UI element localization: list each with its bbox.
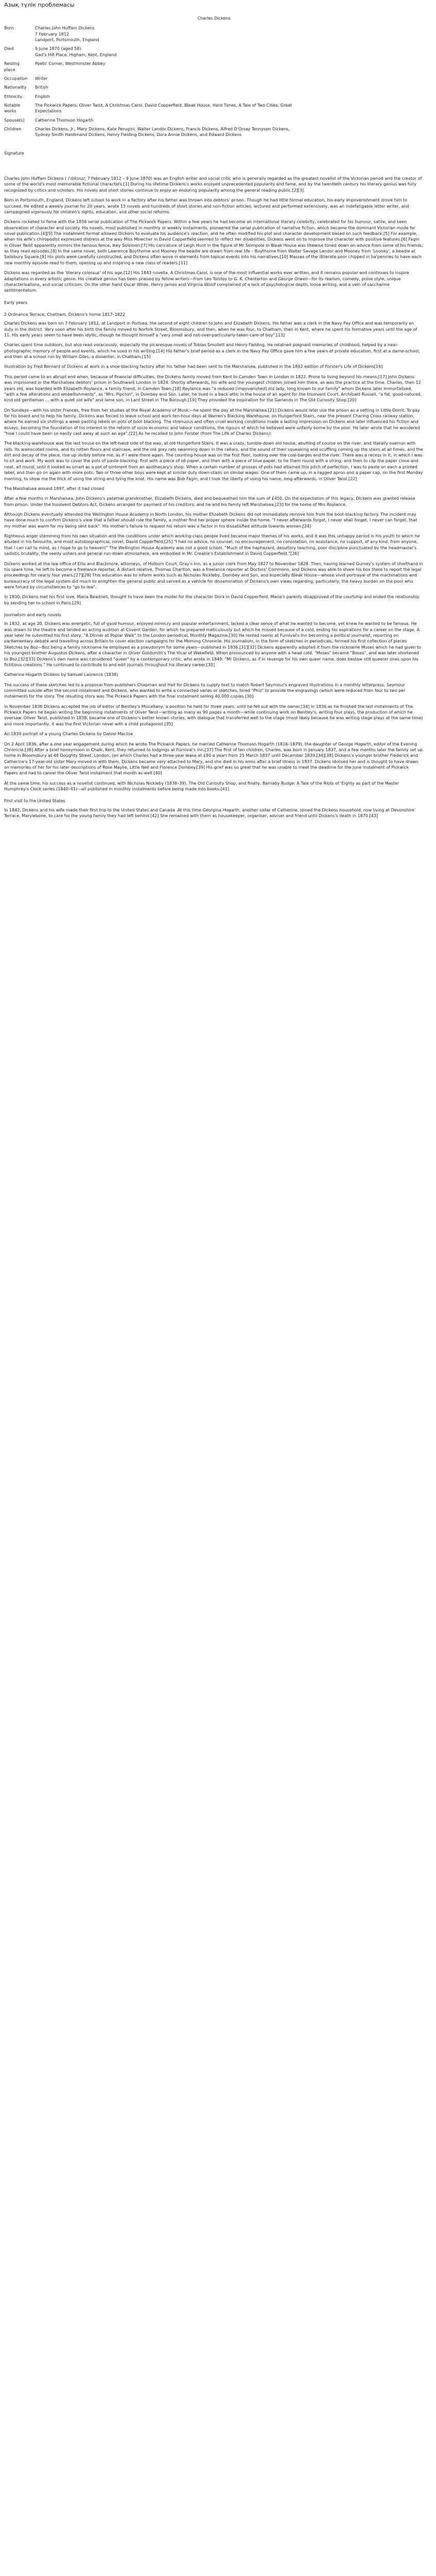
infobox-value-line: Charles John Huffam Dickens (35, 26, 95, 31)
infobox-title: Charles Dickens (197, 16, 231, 21)
infobox-row (4, 103, 292, 117)
page (0, 0, 428, 819)
infobox-label: Resting place (4, 61, 20, 72)
infobox (4, 15, 424, 156)
infobox-value-line: 9 June 1870 (aged 58) (35, 46, 81, 52)
infobox-value (35, 76, 292, 84)
paragraph: Charles spent time outdoors, but also read voraciously, especially the picaresque novels of Tobias Smollett and Henry Fielding. He retained poignant memories of childhood, helped by a near-photographic memory of people and events, which he used in his writing.[14] His father's brief period as a clerk in the Navy Pay Office gave him a few years of private education, first at a dame-school, and then at a school run by William Giles, a dissenter, in Chatham.[15] (4, 343, 420, 360)
infobox-row (4, 117, 292, 126)
paragraph: In 1832, at age 20, Dickens was energetic, full of good humour, enjoyed mimicry and popular entertainment, lacked a clear sense of what he wanted to become, yet knew he wanted to be famous. He was drawn to the theatre and landed an acting audition at Covent Garden, for which he prepared meticulously but which he missed because of a cold, ending his aspirations for a career on the stage. A year later he submitted his first story, "A Dinner at Poplar Walk" to the London periodical, Monthly Magazine.[30] He rented rooms at Furnival's Inn becoming a political journalist, reporting on parliamentary debate and travelling across Britain to cover election campaigns for the Morning Chronicle. His journalism, in the form of sketches in periodicals, formed his first collection of pieces Sketches by Boz—Boz being a family nickname he employed as a pseudonym for some years—published in 1836.[31][32] Dickens apparently adopted it from the nickname Moses which he had given to his youngest brother Augustus Dickens, after a character in Oliver Goldsmith's The Vicar of Wakefield. When pronounced by anyone with a head cold, "Moses" became "Boses", and was later shortened to Boz.[32][33] Dickens's own name was considered "queer" by a contemporary critic, who wrote in 1849: "Mr Dickens, as if in revenge for his own queer name, does bestow still queerer ones upon his fictitious creations." He continued to contribute to and edit journals throughout his literary career.[30] (4, 621, 422, 667)
paragraph: Righteous anger stemming from his own situation and the conditions under which working-class people lived became major themes of his works, and it was this unhappy period in his youth to which he alluded in his favourite, and most autobiographical, novel, David Copperfield:[25] "I had no advice, no counsel, no encouragement, no consolation, no assistance, no support, of any kind, from anyone, that I can call to mind, as I hope to go to heaven!" The Wellington House Academy was not a good school. "Much of the haphazard, desultory teaching, poor discipline punctuated by the headmaster's sadistic brutality, the seedy ushers and general run-down atmosphere, are embodied in Mr. Creakle's Establishment in David Copperfield."[26] (4, 534, 420, 556)
infobox-label: Notable works (4, 103, 21, 114)
paragraph: The success of these sketches led to a proposal from publishers Chapman and Hall for Dickens to supply text to match Robert Seymour's engraved illustrations in a monthly letterpress. Seymour committed suicide after the second instalment and Dickens, who wanted to write a connected series or sketches, hired "Phiz" to provide the engravings (which were reduced from four to two per instalment) for the story. The resulting story was The Pickwick Papers with the final instalment selling 40,000 copies.[30] (4, 682, 406, 699)
infobox-row (4, 76, 292, 84)
infobox-label: Children (4, 127, 22, 132)
page-title: Азық түлік проблемасы (4, 2, 75, 8)
paragraph: Illustration by Fred Bernard of Dickens at work in a shoe-blacking factory after his father had been sent to the Marshalsea, published in the 1892 edition of Forster's Life of Dickens[16] (4, 364, 383, 369)
paragraph: Dickens worked at the law office of Ellis and Blackmore, attorneys, of Holborn Court, Gray's Inn, as a junior clerk from May 1827 to November 1828. Then, having learned Gurney's system of shorthand in his spare time, he left to become a freelance reporter. A distant relative, Thomas Charlton, was a freelance reporter at Doctors' Commons, and Dickens was able to share his box there to report the legal proceedings for nearly four years.[27][28] This education was to inform works such as Nicholas Nickleby, Dombey and Son, and especially Bleak House—whose vivid portrayal of the machinations and bureaucracy of the legal system did much to enlighten the general public and served as a vehicle for dissemination of Dickens's own views regarding, particularly, the heavy burden on the poor who were forced by circumstances to "go to law". (4, 561, 423, 589)
infobox-row (4, 94, 292, 103)
infobox-value (35, 94, 292, 103)
infobox-row (4, 126, 292, 141)
section-heading: 2 Ordnance Terrace, Chatham, Dickens's home 1817–1822 (4, 312, 125, 317)
infobox-label: Occupation (4, 76, 28, 81)
section-heading: Early years (4, 300, 27, 305)
infobox-value (35, 46, 292, 61)
section-heading: Journalism and early novels (4, 613, 61, 618)
paragraph: On Sundays—with his sister Frances, free from her studies at the Royal Academy of Music—he spent the day at the Marshalsea.[21] Dickens would later use the prison as a setting in Little Dorrit. To pay for his board and to help his family, Dickens was forced to leave school and work ten-hour days at Warren's Blacking Warehouse, on Hungerford Stairs, near the present Charing Cross railway station, where he earned six shillings a week pasting labels on pots of boot blacking. The strenuous and often cruel working conditions made a lasting impression on Dickens and later influenced his fiction and essays, becoming the foundation of his interest in the reform of socio-economic and labour conditions, the rigours of which he believed were unfairly borne by the poor. He later wrote that he wondered "how I could have been so easily cast away at such an age".[22] As he recalled to John Forster (from The Life of Charles Dickens): (4, 408, 420, 436)
paragraph: This period came to an abrupt end when, because of financial difficulties, the Dickens family moved from Kent to Camden Town in London in 1822. Prone to living beyond his means,[17] John Dickens was imprisoned in the Marshalsea debtors' prison in Southwark London in 1824. Shortly afterwards, his wife and the youngest children joined him there, as was the practice at the time. Charles, then 12 years old, was boarded with Elizabeth Roylance, a family friend, in Camden Town.[18] Roylance was "a reduced [impoverished] old lady, long known to our family" whom Dickens later immortalised, "with a few alterations and embellishments", as "Mrs. Pipchin", in Dombey and Son. Later, he lived in a back-attic in the house of an agent for the Insolvent Court, Archibald Russell, "a fat, good-natured, kind old gentleman ... with a quiet old wife" and lame son, in Lant Street in The Borough.[19] They provided the inspiration for the Garlands in The Old Curiosity Shop.[20] (4, 374, 422, 403)
infobox-value (35, 25, 292, 46)
infobox-value-line: Charles Dickens, Jr., Mary Dickens, Kate Perugini, Walter Landor Dickens, Francis Dickens, Alfred D'Orsay Tennyson Dickens, Sydney Smith Haldimand Dickens, Henry Fielding Dickens, Dora Annie Dickens, and Edward Dickens (35, 127, 290, 138)
infobox-value (35, 126, 292, 141)
paragraph: An 1839 portrait of a young Charles Dickens by Daniel Maclise (4, 732, 133, 737)
paragraph: Charles Dickens was born on 7 February 1812, at Landport in Portsea, the second of eight children to John and Elizabeth Dickens. His father was a clerk in the Navy Pay Office and was temporarily on duty in the district. Very soon after his birth the family moved to Norfolk Street, Bloomsbury, and then, when he was four, to Chatham, then in Kent, where he spent his formative years until the age of 11. His early years seem to have been idyllic, though he thought himself a "very small and not-over-particularly-taken-care-of boy".[13] (4, 321, 417, 338)
infobox-row (4, 84, 292, 93)
infobox-value-line: Landport, Portsmouth, England (35, 38, 99, 43)
paragraph: The blacking-warehouse was the last house on the left-hand side of the way, at old Hungerford Stairs. It was a crazy, tumble-down old house, abutting of course on the river, and literally overrun with rats. Its wainscoted rooms, and its rotten floors and staircase, and the old grey rats swarming down in the cellars, and the sound of their squeaking and scuffling coming up the stairs at all times, and the dirt and decay of the place, rise up visibly before me, as if I were there again. The counting-house was on the first floor, looking over the coal-barges and the river. There was a recess in it, in which I was to sit and work. My work was to cover the pots of paste-blacking; first with a piece of oil-paper, and then with a piece of blue paper; to tie them round with a string; and then to clip the paper close and neat, all round, until it looked as smart as a pot of ointment from an apothecary's shop. When a certain number of grosses of pots had attained this pitch of perfection, I was to paste on each a printed label, and then go on again with more pots. Two or three other boys were kept at similar duty down-stairs on similar wages. One of them came up, in a ragged apron and a paper cap, on the first Monday morning, to show me the trick of using the string and tying the knot. His name was Bob Fagin; and I took the liberty of using his name, long afterwards, in Oliver Twist.[22] (4, 441, 423, 481)
paragraph: Catherine Hogarth Dickens by Samuel Laurence (1838) (4, 672, 118, 677)
paragraph: In 1830, Dickens met his first love, Maria Beadnell, thought to have been the model for the character Dora in David Copperfield. Maria's parents disapproved of the courtship and ended the relationship by sending her to school in Paris.[29] (4, 595, 420, 605)
paragraph: Born in Portsmouth, England, Dickens left school to work in a factory after his father was thrown into debtors' prison. Though he had little formal education, his early impoverishment drove him to succeed. He edited a weekly journal for 20 years, wrote 15 novels and hundreds of short stories and non-fiction articles, lectured and performed extensively, was an indefatigable letter writer, and campaigned vigorously for children's rights, education, and other social reforms. (4, 198, 409, 214)
infobox-value-line: Poets' Corner, Westminster Abbey (35, 61, 106, 66)
paragraph: The Marshalsea around 1897, after it had closed (4, 486, 104, 491)
infobox-label: Ethnicity (4, 94, 23, 99)
paragraph: Charles John Huffam Dickens ( /ˈdɪkɪnz/; 7 February 1812 – 9 June 1870) was an English writer and social critic who is generally regarded as the greatest novelist of the Victorian period and the creator of some of the world's most memorable fictional characters.[1] During his lifetime Dickens's works enjoyed unprecedented popularity and fame, and by the twentieth century his literary genius was fully recognized by critics and scholars. His novels and short stories continue to enjoy an enduring popularity among the general reading public.[2][3] (4, 176, 422, 193)
paragraph: In November 1836 Dickens accepted the job of editor of Bentley's Miscellany, a position he held for three years, until he fell out with the owner.[34] In 1836 as he finished the last instalments of The Pickwick Papers he began writing the beginning instalments of Oliver Twist—writing as many as 90 pages a month—while continuing work on Bentley's, writing four plays, the production of which he oversaw. Oliver Twist, published in 1838, became one of Dickens's better known stories, with dialogue that transferred well to the stage (most likely because he was writing stage plays at the same time) and more importantly, it was the first Victorian novel with a child protagonist.[35] (4, 704, 423, 726)
section-heading: First visit to the United States (4, 799, 65, 804)
infobox-value-line: Writer (35, 76, 48, 81)
paragraph: After a few months in Marshalsea, John Dickens's paternal grandmother, Elizabeth Dickens, died and bequeathed him the sum of £450. On the expectation of this legacy, Dickens was granted release from prison. Under the Insolvent Debtors Act, Dickens arranged for payment of his creditors, and he and his family left Marshalsea,[23] for the home of Mrs Roylance. (4, 496, 415, 507)
paragraph: Although Dickens eventually attended the Wellington House Academy in North London, his mother Elizabeth Dickens did not immediately remove him from the boot-blacking factory. The incident may have done much to confirm Dickens's view that a father should rule the family, a mother find her proper sphere inside the home. "I never afterwards forgot, I never shall forget, I never can forget, that my mother was warm for my being sent back". His mother's failure to request his return was a factor in his dissatisfied attitude towards women.[24] (4, 512, 417, 529)
infobox-label: Nationality (4, 85, 27, 90)
paragraph: On 2 April 1836, after a one year engagement during which he wrote The Pickwick Papers, he married Catherine Thomson Hogarth (1816–1879), the daughter of George Hogarth, editor of the Evening Chronicle.[36] After a brief honeymoon in Chalk, Kent, they returned to lodgings at Furnival's Inn.[37] The first of ten children, Charles, was born in January 1837, and a few months later the family set up home in Bloomsbury at 48 Doughty Street, London, (on which Charles had a three-year lease at £80 a year) from 25 March 1837 until December 1839.[34][38] Dickens's younger brother Frederick and Catherine's 17-year-old sister Mary moved in with them. Dickens became very attached to Mary, and she died in his arms after a brief illness in 1837. Dickens idolised her and is thought to have drawn on memories of her for his later descriptions of Rose Maylie, Little Nell and Florence Dombey.[39] His grief was so great that he was unable to meet the deadline for the June instalment of Pickwick Papers and had to cancel the Oliver Twist instalment that month as well.[40] (4, 741, 423, 776)
signature-label: Signature (4, 150, 24, 156)
paragraph: At the same time, his success as a novelist continued, with Nicholas Nickleby (1838–39), The Old Curiosity Shop, and finally, Barnaby Rudge: A Tale of the Riots of 'Eighty as part of the Master Humphrey's Clock series (1840–41)—all published in monthly instalments before being made into books.[41] (4, 781, 399, 792)
infobox-value (35, 117, 292, 126)
infobox-value (35, 84, 292, 93)
infobox-table (4, 25, 292, 141)
infobox-value (35, 103, 292, 117)
paragraph: Dickens was regarded as the 'literary colossus' of his age.[12] His 1843 novella, A Christmas Carol, is one of the most influential works ever written, and it remains popular and continues to inspire adaptations in every artistic genre. His creative genius has been praised by fellow writers—from Leo Tolstoy to G. K. Chesterton and George Orwell—for its realism, comedy, prose style, unique characterisations, and social criticism. On the other hand Oscar Wilde, Henry James and Virginia Woolf complained of a lack of psychological depth, loose writing, and a vein of saccharine sentimentalism. (4, 270, 409, 293)
paragraph: In 1842, Dickens and his wife made their first trip to the United States and Canada. At this time Georgina Hogarth, another sister of Catherine, joined the Dickens household, now living at Devonshire Terrace, Marylebone, to care for the young family they had left behind.[42] She remained with them as housekeeper, organiser, adviser and friend until Dickens's death in 1870.[43] (4, 807, 414, 819)
paragraph: Dickens rocketed to fame with the 1836 serial publication of The Pickwick Papers. Within a few years he had become an international literary celebrity, celebrated for his humour, satire, and keen observation of character and society. His novels, most published in monthly or weekly instalments, pioneered the serial publication of narrative fiction, which became the dominant Victorian mode for novel publication.[4][5] The instalment format allowed Dickens to evaluate his audience's reaction, and he often modified his plot and character development based on such feedback.[5] For example, when his wife's chiropodist expressed distress at the way Miss Mowcher in David Copperfield seemed to reflect her disabilities, Dickens went on to improve the character with positive features.[6] Fagin in Oliver Twist apparently mirrors the famous fence, Ikey Solomon;[7] His caricature of Leigh Hunt in the figure of Mr Skimpole in Bleak House was likewise toned down on advice from some of his friends, as they read episodes.[8] In the same novel, both Lawrence Boythorne and Mooney the beadle are drawn from real life – Boythorne from Walter Savage Landor and Mooney from 'Looney', a beadle at Salisbury Square.[9] His plots were carefully constructed, and Dickens often wove in elements from topical events into his narratives.[10] Masses of the illiterate poor chipped in ha'pennies to have each new monthly episode read to them, opening up and inspiring a new class of readers.[11] (4, 219, 423, 265)
signature-block (4, 150, 424, 156)
infobox-value-line: Gad's Hill Place, Higham, Kent, England (35, 52, 117, 57)
infobox-value-line: 7 February 1812 (35, 31, 69, 37)
infobox-value-line: British (35, 85, 48, 90)
infobox-value-line: English (35, 94, 50, 99)
infobox-label: Born (4, 26, 14, 31)
infobox-label: Spouse(s) (4, 117, 25, 123)
infobox-value-line: The Pickwick Papers, Oliver Twist, A Christmas Carol, David Copperfield, Bleak House, Hard Times, A Tale of Two Cities, Great Expectations (35, 103, 292, 114)
infobox-row (4, 46, 292, 61)
infobox-value-line: Catherine Thomson Hogarth (35, 117, 94, 123)
infobox-value (35, 61, 292, 76)
infobox-row (4, 25, 292, 46)
infobox-row (4, 61, 292, 76)
infobox-label: Died (4, 46, 14, 52)
article-body (4, 176, 424, 819)
